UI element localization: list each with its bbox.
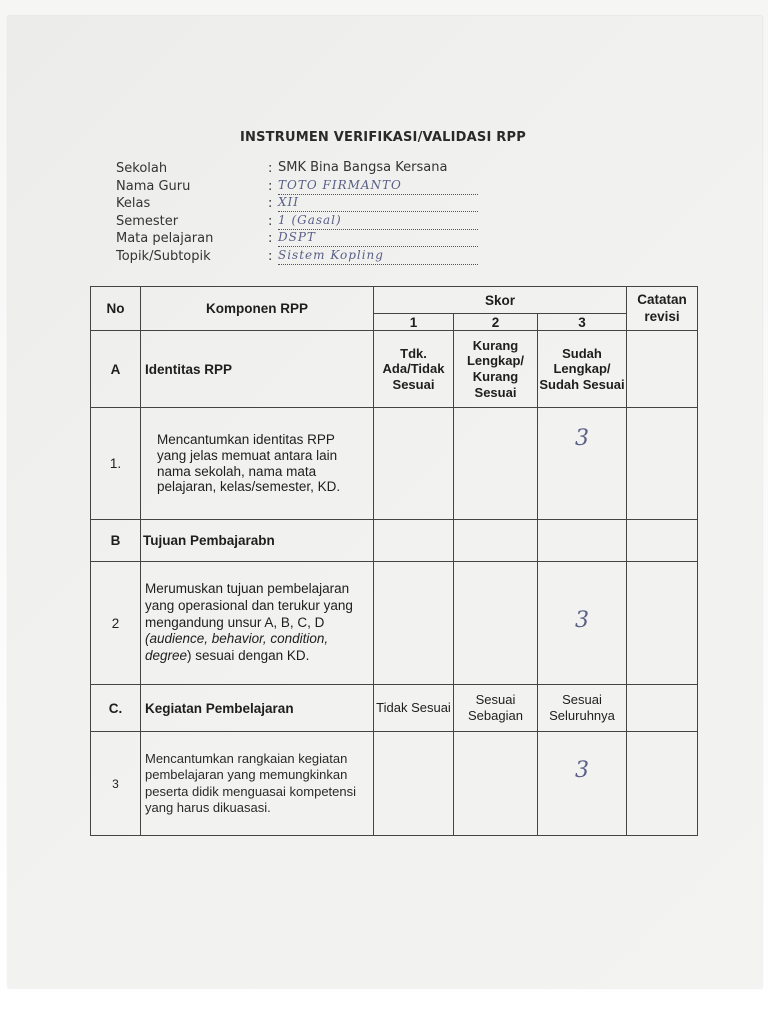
item-text [141, 562, 374, 685]
field-value-handwritten: TOTO FIRMANTO [278, 178, 478, 195]
handwritten-score: 3 [575, 607, 589, 633]
score-cell-3 [538, 408, 627, 520]
field-colon: : [268, 178, 273, 194]
score-cell-1 [374, 408, 454, 520]
section-code: B [91, 520, 141, 562]
item-text-part: ) sesuai dengan KD. [187, 648, 310, 664]
header-no: No [91, 287, 141, 331]
field-label: Nama Guru [116, 178, 191, 194]
field-label: Kelas [116, 196, 151, 211]
rpp-table [90, 286, 698, 836]
catatan-cell [627, 520, 698, 562]
header-komponen: Komponen RPP [141, 287, 374, 331]
section-row-a [91, 331, 698, 408]
score-cell-2 [454, 408, 538, 520]
score-label-2: Sesuai Sebagian [454, 685, 538, 732]
catatan-cell [627, 331, 698, 408]
field-value-handwritten: XII [278, 195, 478, 212]
score-label-3: Sudah Lengkap/ Sudah Sesuai [538, 331, 627, 408]
field-value-handwritten: 1 (Gasal) [278, 213, 478, 230]
section-code: A [91, 331, 141, 408]
section-title: Identitas RPP [141, 331, 374, 408]
catatan-cell [627, 562, 698, 685]
item-no: 2 [91, 562, 141, 685]
handwritten-score: 3 [575, 426, 589, 451]
item-no: 1. [91, 408, 141, 520]
field-value-handwritten: DSPT [278, 230, 478, 247]
score-cell-1 [374, 520, 454, 562]
score-cell-3 [538, 520, 627, 562]
document-title: INSTRUMEN VERIFIKASI/VALIDASI RPP [240, 130, 526, 145]
score-cell-1 [374, 562, 454, 685]
section-row-c [91, 685, 698, 732]
score-cell-1 [374, 732, 454, 836]
header-skor: Skor [374, 287, 627, 314]
header-skor-2: 2 [454, 314, 538, 331]
item-row-1 [91, 408, 698, 520]
section-row-b [91, 520, 698, 562]
catatan-cell [627, 732, 698, 836]
score-cell-2 [454, 520, 538, 562]
score-label-1: Tidak Sesuai [374, 685, 454, 732]
item-text-italic: (audience, behavior, condition, degree [145, 631, 329, 664]
section-title: Tujuan Pembajarabn [141, 520, 374, 562]
field-colon: : [268, 231, 273, 246]
item-text: Mencantumkan identitas RPP yang jelas memuat antara lain nama sekolah, nama mata pelajaran, kelas/semester, KD. [141, 408, 374, 520]
field-value: SMK Bina Bangsa Kersana [278, 160, 448, 175]
score-cell-2 [454, 562, 538, 685]
section-title: Kegiatan Pembelajaran [141, 685, 374, 732]
field-label: Topik/Subtopik [116, 248, 211, 264]
item-no: 3 [91, 732, 141, 836]
catatan-cell [627, 408, 698, 520]
score-cell-3 [538, 562, 627, 685]
score-label-3: Sesuai Seluruhnya [538, 685, 627, 732]
field-colon: : [268, 248, 273, 264]
header-skor-3: 3 [538, 314, 627, 331]
handwritten-score: 3 [575, 758, 589, 783]
field-label: Sekolah [116, 161, 168, 176]
section-code: C. [91, 685, 141, 732]
header-catatan: Catatan revisi [627, 287, 698, 331]
field-colon: : [268, 196, 273, 211]
score-label-2: Kurang Lengkap/ Kurang Sesuai [454, 331, 538, 408]
field-colon: : [268, 161, 273, 176]
table-header-row [91, 287, 698, 314]
field-colon: : [268, 213, 273, 229]
field-label: Semester [116, 213, 179, 229]
item-row-3 [91, 732, 698, 836]
item-text-part: Merumuskan tujuan pembelajaran yang operasional dan terukur yang mengandung unsur A, B, C, D [145, 580, 353, 630]
catatan-cell [627, 685, 698, 732]
item-text: Mencantumkan rangkaian kegiatan pembelajaran yang memungkinkan peserta didik menguasai kompetensi yang harus dikuasasi. [141, 732, 374, 836]
item-row-2 [91, 562, 698, 685]
field-value-handwritten: Sistem Kopling [278, 248, 478, 265]
score-cell-3 [538, 732, 627, 836]
score-cell-2 [454, 732, 538, 836]
field-label: Mata pelajaran [116, 231, 214, 246]
header-skor-1: 1 [374, 314, 454, 331]
score-label-1: Tdk. Ada/Tidak Sesuai [374, 331, 454, 408]
